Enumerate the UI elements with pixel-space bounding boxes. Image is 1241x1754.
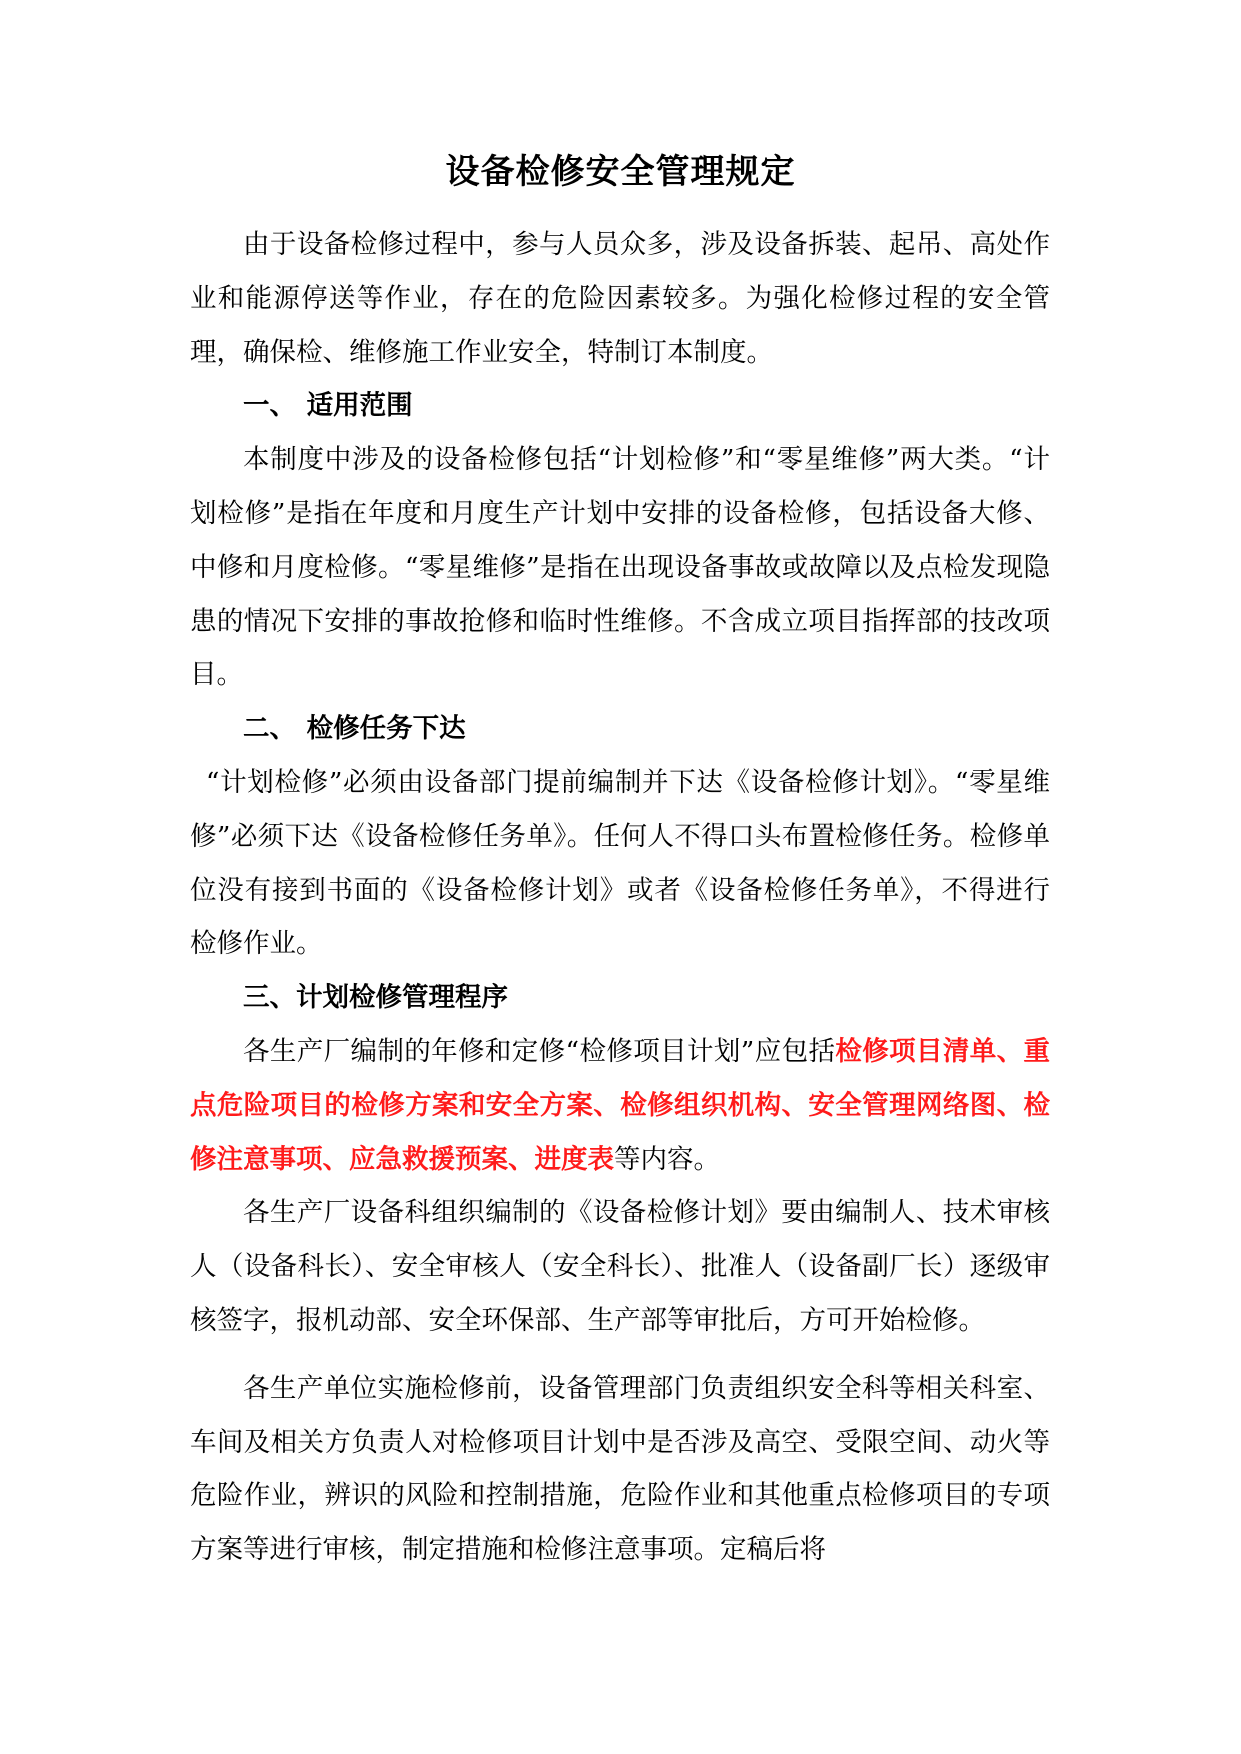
section-2-paragraph: “计划检修”必须由设备部门提前编制并下达《设备检修计划》。“零星维修”必须下达《设备检修任务单》。任何人不得口头布置检修任务。检修单位没有接到书面的《设备检修计划》或者《设备检修任务单》，不得进行检修作业。	[190, 766, 1050, 960]
section-heading-1	[190, 379, 1050, 433]
section-3-paragraph-3: 各生产单位实施检修前，设备管理部门负责组织安全科等相关科室、车间及相关方负责人对检修项目计划中是否涉及高空、受限空间、动火等危险作业，辨识的风险和控制措施，危险作业和其他重点检修项目的专项方案等进行审核，制定措施和检修注意事项。定稿后将	[190, 1372, 1050, 1566]
document-body	[190, 218, 1050, 1577]
section-heading-3	[190, 971, 1050, 1025]
section-title: 适用范围	[306, 390, 413, 422]
document-title: 设备检修安全管理规定	[445, 152, 796, 192]
section-number: 一、	[243, 390, 296, 422]
section-title: 检修任务下达	[306, 713, 466, 745]
plan-requirement-text: 各生产厂编制的年修和定修“检修项目计划”应包括	[243, 1035, 836, 1067]
plan-requirement-ending: 等内容。	[614, 1143, 720, 1175]
section-number: 三、	[243, 982, 296, 1014]
section-heading-2	[190, 702, 1050, 756]
highlighted-required-items: 检修项目清单、重点危险项目的检修方案和安全方案、检修组织机构、安全管理网络图、检修注意事项、应急救援预案、进度表	[190, 1035, 1050, 1175]
section-title: 计划检修管理程序	[296, 982, 508, 1014]
section-3-paragraph-2: 各生产厂设备科组织编制的《设备检修计划》要由编制人、技术审核人（设备科长）、安全审核人（安全科长）、批准人（设备副厂长）逐级审核签字，报机动部、安全环保部、生产部等审批后，方可开始检修。	[190, 1197, 1050, 1336]
section-3-paragraph-1	[190, 1025, 1050, 1186]
section-number: 二、	[243, 713, 296, 745]
section-1-paragraph: 本制度中涉及的设备检修包括“计划检修”和“零星维修”两大类。“计划检修”是指在年度和月度生产计划中安排的设备检修，包括设备大修、中修和月度检修。“零星维修”是指在出现设备事故或故障以及点检发现隐患的情况下安排的事故抢修和临时性维修。不含成立项目指挥部的技改项目。	[190, 444, 1050, 691]
intro-paragraph: 由于设备检修过程中，参与人员众多，涉及设备拆装、起吊、高处作业和能源停送等作业，存在的危险因素较多。为强化检修过程的安全管理，确保检、维修施工作业安全，特制订本制度。	[190, 229, 1050, 368]
